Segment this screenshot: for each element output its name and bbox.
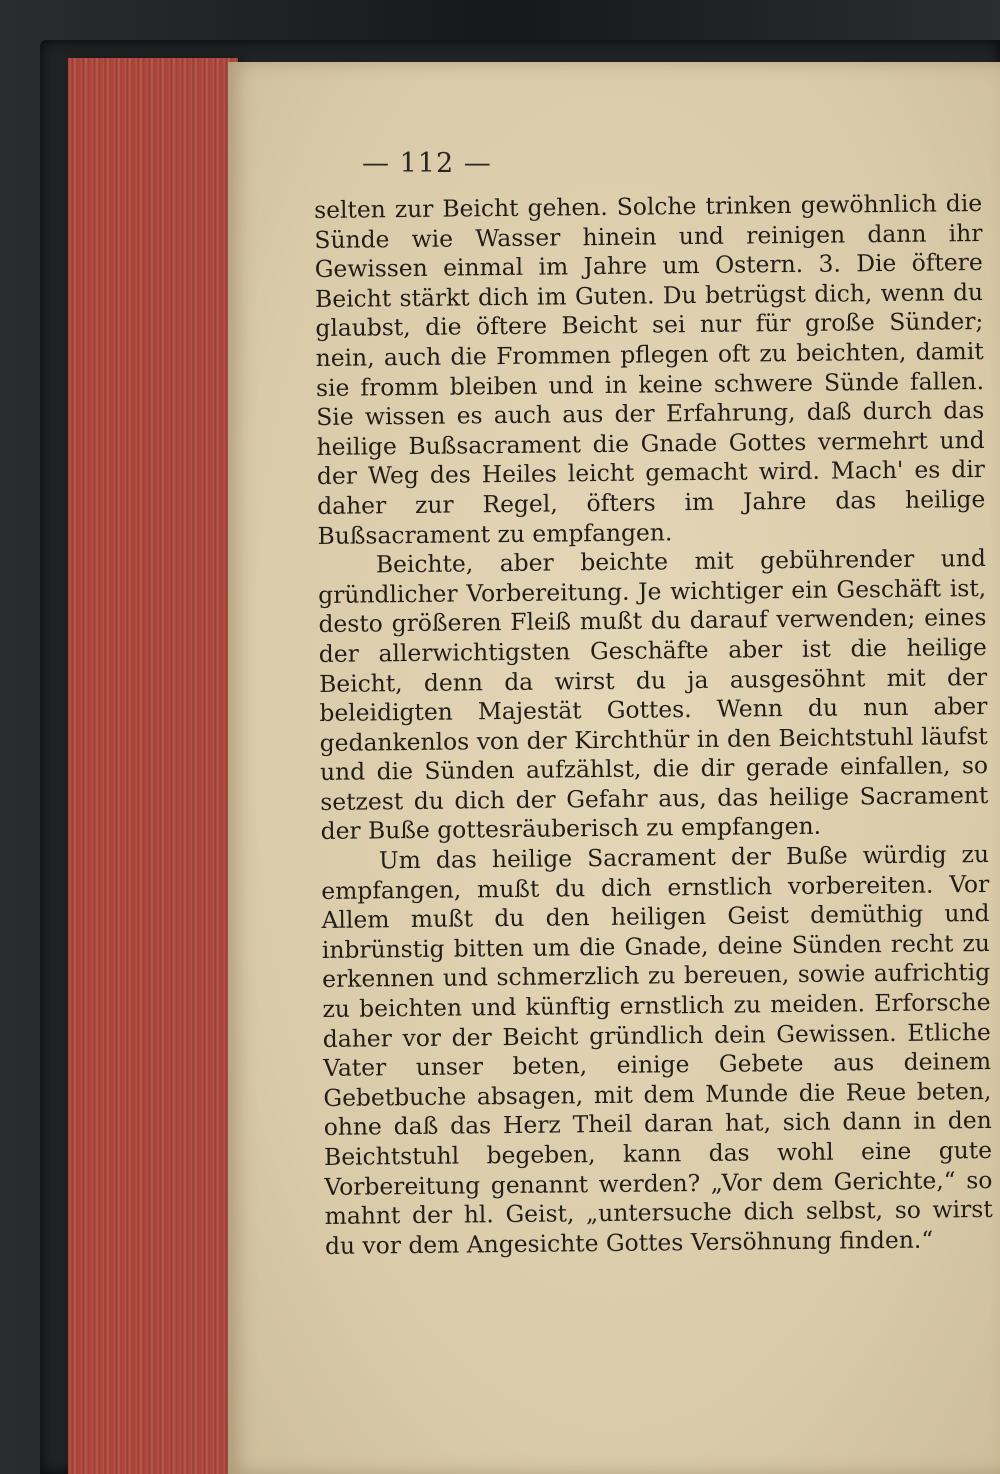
paragraph-2: Beichte, aber beichte mit gebührender und gründlicher Vorbereitung. Je wichtiger ein Geschäft ist, desto größeren Fleiß mußt du darauf verwenden; eines der allerwichtigsten Geschäfte aber ist die heilige Beicht, denn da wirst du ja ausgesöhnt mit der beleidigten Majestät Gottes. Wenn du nun aber gedankenlos von der Kirchthür in den Beichtstuhl läufst und die Sünden aufzählst, die dir gerade einfallen, so setzest du dich der Gefahr aus, das heilige Sacrament der Buße gottesräuberisch zu empfangen. — [318, 544, 989, 846]
paragraph-3: Um das heilige Sacrament der Buße würdig zu empfangen, mußt du dich ernstlich vorbereiten. Vor Allem mußt du den heiligen Geist demüthig und inbrünstig bitten um die Gnade, deine Sünden recht zu erkennen und schmerzlich zu bereuen, sowie aufrichtig zu beichten und künftig ernstlich zu meiden. Erforsche daher vor der Beicht gründlich dein Gewissen. Etliche Vater unser beten, einige Gebete aus deinem Gebetbuche absagen, mit dem Munde die Reue beten, ohne daß das Herz Theil daran hat, sich dann in den Beichtstuhl begeben, kann das wohl eine gute Vorbereitung genannt werden? „Vor dem Gerichte,“ so mahnt der hl. Geist, „untersuche dich selbst, so wirst du vor dem Angesichte Gottes Versöhnung finden.“ — [321, 840, 993, 1260]
red-page-edges — [68, 58, 238, 1474]
page-number: — 112 — — [362, 148, 492, 179]
page-body-text — [314, 189, 993, 1261]
paragraph-1: selten zur Beicht gehen. Solche trinken gewöhnlich die Sünde wie Wasser hinein und reinigen dann ihr Gewissen einmal im Jahre um Ostern. 3. Die öftere Beicht stärkt dich im Guten. Du betrügst dich, wenn du glaubst, die öftere Beicht sei nur für große Sünder; nein, auch die Frommen pflegen oft zu beichten, damit sie fromm bleiben und in keine schwere Sünde fallen. Sie wissen es auch aus der Erfahrung, daß durch das heilige Bußsacrament die Gnade Gottes vermehrt und der Weg des Heiles leicht gemacht wird. Mach' es dir daher zur Regel, öfters im Jahre das heilige Bußsacrament zu empfangen. — [314, 189, 986, 550]
